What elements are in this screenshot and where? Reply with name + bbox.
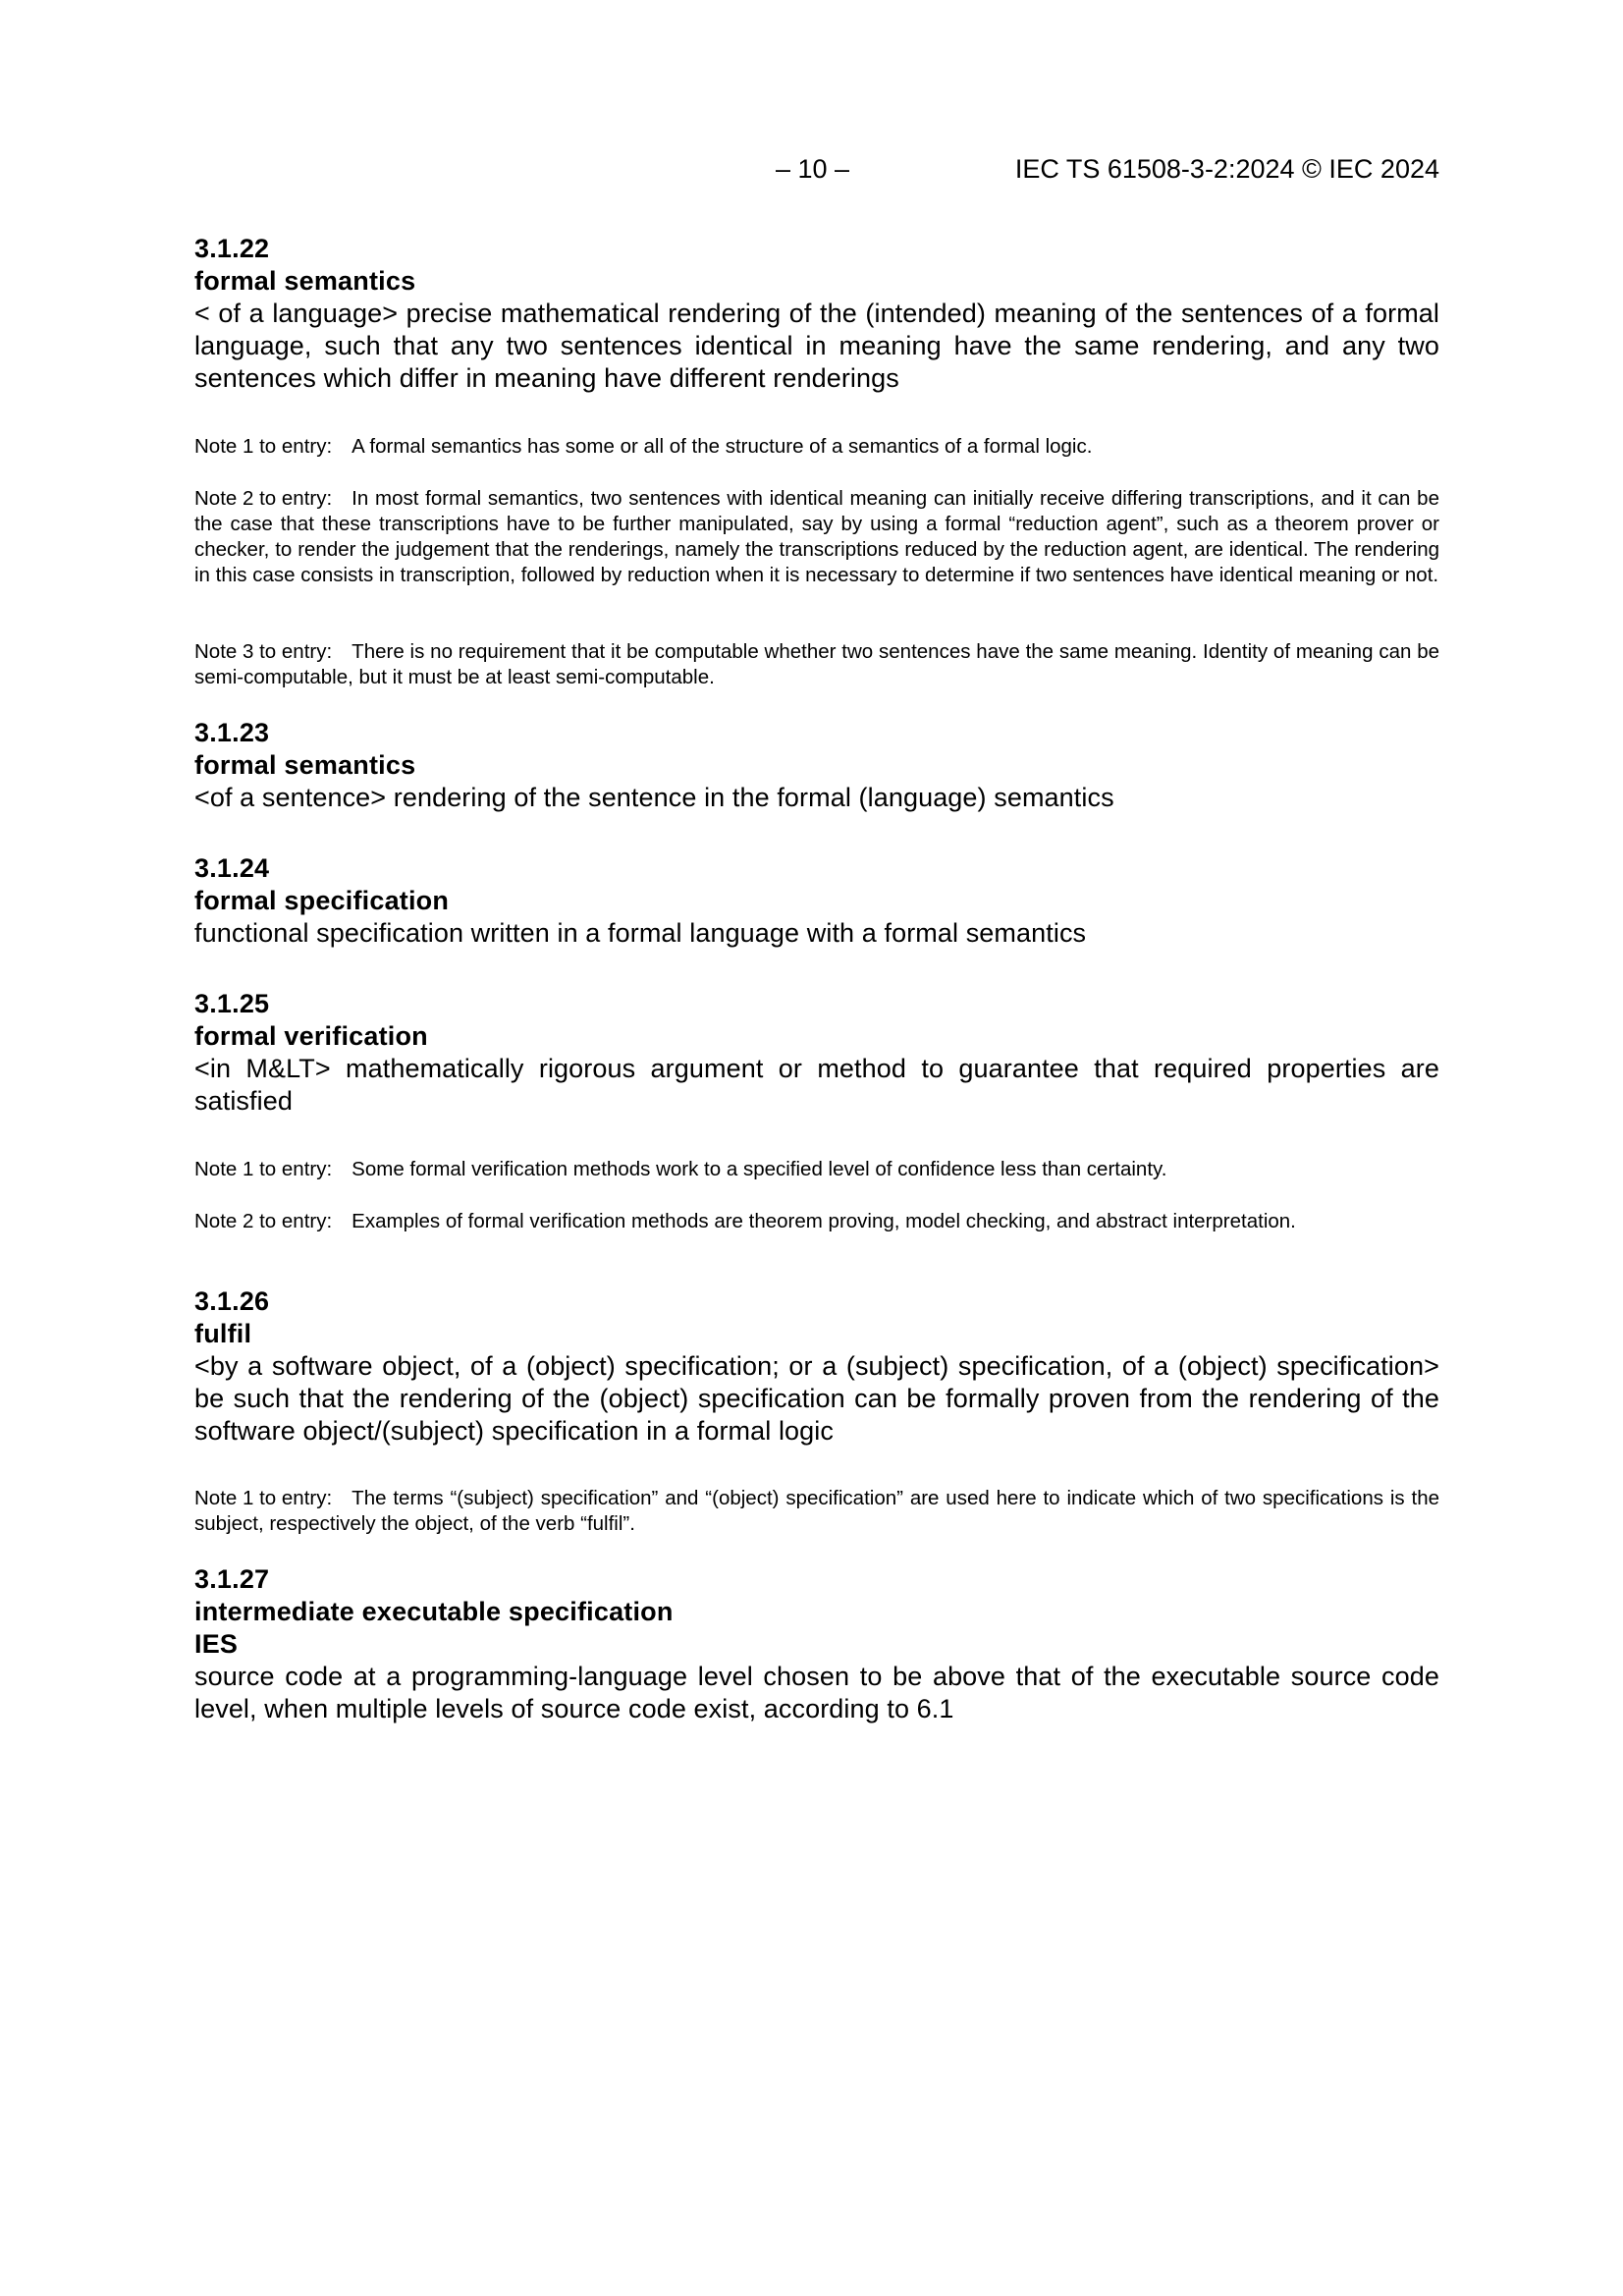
- note-text: Some formal verification methods work to a specified level of confidence less than certainty.: [352, 1158, 1167, 1180]
- term-number: 3.1.26: [194, 1286, 270, 1316]
- term-definition: <by a software object, of a (object) specification; or a (subject) specification, of a (object) specification> be such that the rendering of the (object) specification can be formally proven from the rendering of the software object/(subject) specification in a formal logic: [194, 1351, 1439, 1446]
- term-abbreviation: IES: [194, 1629, 239, 1659]
- note-entry: [194, 486, 1439, 588]
- note-entry: [194, 1157, 1439, 1182]
- term-name: formal semantics: [194, 750, 416, 780]
- term-definition: source code at a programming-language level chosen to be above that of the executable source code level, when multiple levels of source code exist, according to 6.1: [194, 1662, 1439, 1723]
- page-header: [194, 154, 1439, 190]
- term-entry-3-1-26: [194, 1285, 1439, 1448]
- term-number: 3.1.24: [194, 853, 270, 883]
- note-label: Note 2 to entry:: [194, 1210, 333, 1232]
- term-number: 3.1.27: [194, 1564, 270, 1594]
- term-definition: functional specification written in a formal language with a formal semantics: [194, 918, 1087, 948]
- term-entry-3-1-22: [194, 233, 1439, 395]
- note-text: Examples of formal verification methods are theorem proving, model checking, and abstract interpretation.: [352, 1210, 1296, 1232]
- note-entry: [194, 1486, 1439, 1537]
- term-number: 3.1.25: [194, 989, 270, 1018]
- note-text: There is no requirement that it be computable whether two sentences have the same meaning. Identity of meaning can be semi-computable, but it must be at least semi-computable.: [194, 640, 1439, 688]
- note-text: In most formal semantics, two sentences with identical meaning can initially receive differing transcriptions, and it can be the case that these transcriptions have to be further manipulated, say by using a formal “reduction agent”, such as a theorem prover or checker, to render the judgement that the renderings, namely the transcriptions reduced by the reduction agent, are identical. The rendering in this case consists in transcription, followed by reduction when it is necessary to determine if two sentences have identical meaning or not.: [194, 487, 1439, 586]
- term-name: formal semantics: [194, 266, 416, 296]
- term-definition: <in M&LT> mathematically rigorous argument or method to guarantee that required properties are satisfied: [194, 1054, 1439, 1116]
- term-name: fulfil: [194, 1319, 252, 1348]
- term-name: formal specification: [194, 886, 450, 915]
- note-label: Note 2 to entry:: [194, 487, 333, 510]
- note-label: Note 1 to entry:: [194, 1158, 333, 1180]
- note-label: Note 3 to entry:: [194, 640, 333, 663]
- note-label: Note 1 to entry:: [194, 1487, 333, 1509]
- page-number: – 10 –: [776, 154, 850, 184]
- note-text: The terms “(subject) specification” and “(object) specification” are used here to indicate which of two specifications is the subject, respectively the object, of the verb “fulfil”.: [194, 1487, 1439, 1535]
- term-definition: < of a language> precise mathematical rendering of the (intended) meaning of the sentences of a formal language, such that any two sentences identical in meaning have the same rendering, and any two sentences which differ in meaning have different renderings: [194, 299, 1439, 393]
- term-entry-3-1-23: [194, 717, 1439, 814]
- document-reference: IEC TS 61508-3-2:2024 © IEC 2024: [1014, 154, 1439, 184]
- note-entry: [194, 1209, 1439, 1234]
- term-number: 3.1.22: [194, 234, 270, 263]
- term-definition: <of a sentence> rendering of the sentence in the formal (language) semantics: [194, 783, 1114, 812]
- note-entry: [194, 434, 1439, 460]
- term-name: formal verification: [194, 1021, 428, 1051]
- term-name: intermediate executable specification: [194, 1597, 674, 1626]
- note-text: A formal semantics has some or all of the structure of a semantics of a formal logic.: [352, 435, 1093, 458]
- note-label: Note 1 to entry:: [194, 435, 333, 458]
- term-entry-3-1-25: [194, 988, 1439, 1118]
- term-number: 3.1.23: [194, 718, 270, 747]
- note-entry: [194, 639, 1439, 690]
- term-entry-3-1-24: [194, 852, 1439, 950]
- term-entry-3-1-27: [194, 1563, 1439, 1725]
